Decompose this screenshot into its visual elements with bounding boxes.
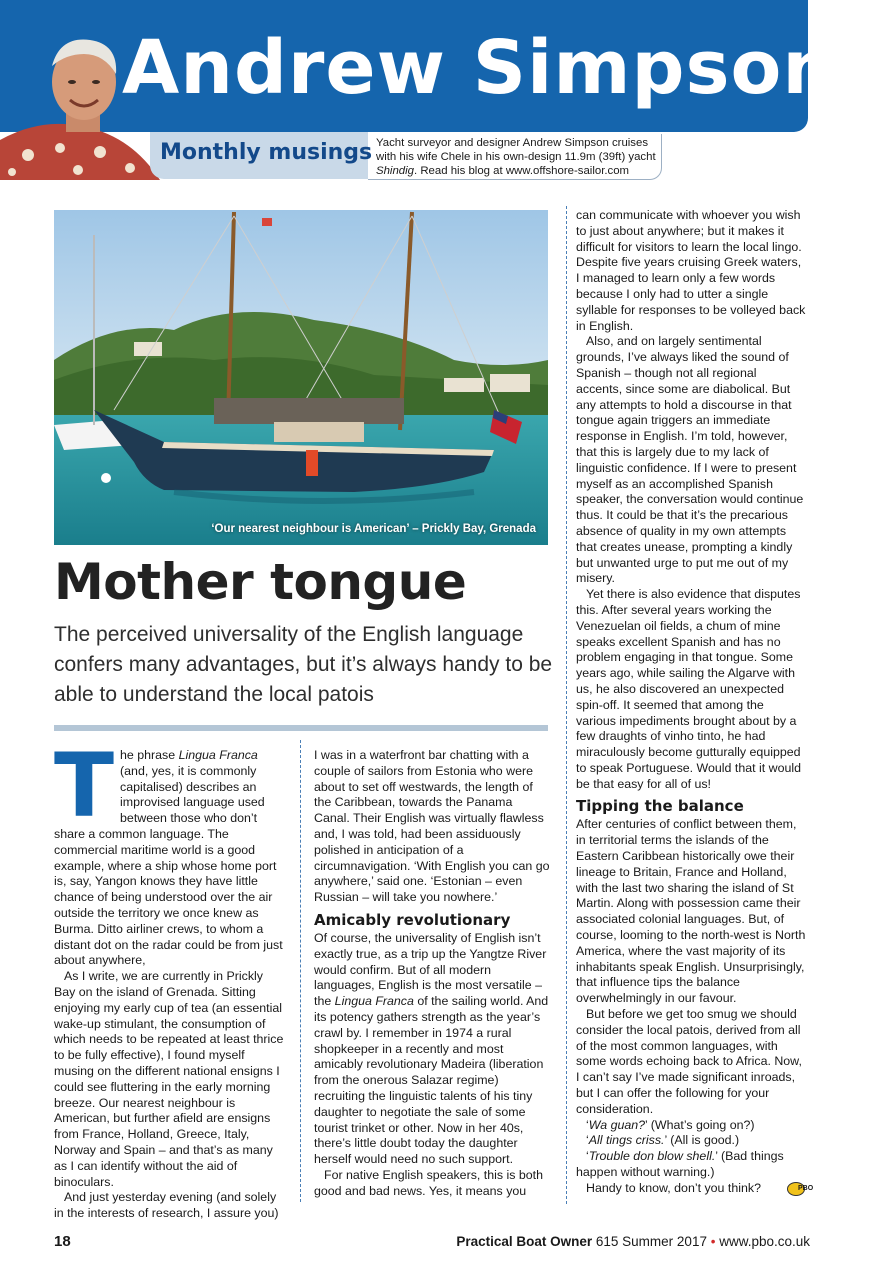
pbo-end-logo: PBO xyxy=(787,1182,805,1196)
paragraph: After centuries of conflict between them, in territorial terms the islands of the Eastern Caribbean historically owe their lineage to Britain, France and Holland, with the last two sharing the island of St Martin. Along with possession came their associated colonial languages. But, of course, looming to the north-west is North America, where the vast majority of its inhabitants speak English. Unsurprisingly, that influence tips the balance overwhelmingly in our favour. xyxy=(576,817,806,1006)
text-run: Of course, the universality of English isn’t exactly true, as a trip up the Yangtze River would confirm. But of all modern languages, English is the most versatile – the xyxy=(314,930,547,1009)
paragraph: I was in a waterfront bar chatting with a couple of sailors from Estonia who were about to set off westwards, the length of the Caribbean, towards the Panama Canal. Their English was virtually flawless and, I was told, had been assiduously polished in anticipation of a circumnavigation. ‘With English you can go anywhere,’ said one. ‘Estonian – even Russian – will take you nowhere.’ xyxy=(314,748,550,905)
website-url: www.pbo.co.uk xyxy=(715,1234,810,1249)
bullet-separator: • xyxy=(710,1234,716,1249)
subheading: Tipping the balance xyxy=(576,797,744,816)
column-divider-2 xyxy=(566,206,567,1204)
text-run: (Bad things happen without warning.) xyxy=(576,1149,784,1180)
paragraph: As I write, we are currently in Prickly Bay on the island of Grenada. Sitting enjoying my early cup of tea (an essential wake-up stimulant, the consumption of which needs to be repeated at least thrice to be fully effective), I found myself musing on the different national ensigns I could see fluttering in the early morning breeze. Our nearest neighbour is American, but further afield are ensigns from France, Holland, Greece, Italy, Norway and Spain – and that’s as many as I can identify without the aid of binoculars. xyxy=(54,969,284,1189)
article-column-2 xyxy=(314,748,550,1200)
italic-term: Wa guan? xyxy=(588,1117,646,1132)
italic-term: Lingua Franca xyxy=(334,994,414,1009)
text-run: of the sailing world. And its potency gathers strength as the year’s crawl by. I remember in 1974 a rural shopkeeper in a recently and most amicably revolutionary Madeira (liberation from the onerous Salazar regime) recruiting the linguistic talents of his tiny daughter to negotiate the sale of some tourist trinket or other. Now in her 40s, there’s little doubt today the daughter herself would need no such support. xyxy=(314,994,549,1167)
article-standfirst: The perceived universality of the English language confers many advantages, but it’s always handy to be able to understand the local patois xyxy=(54,623,553,706)
magazine-name: Practical Boat Owner xyxy=(456,1234,593,1249)
footer-credit xyxy=(456,1234,810,1249)
text-run: (What’s going on?) xyxy=(647,1117,755,1132)
article-headline: Mother tongue xyxy=(54,553,467,611)
paragraph xyxy=(576,1180,814,1197)
paragraph: Yet there is also evidence that disputes this. After several years working the Venezuelan oil fields, a chum of mine speaks excellent Spanish and has no problem engaging in that tongue. Some years ago, while sailing the Algarve with us, he also discovered an unexpected spin-off. It seemed that among the various impediments brought about by a few draughts of vinho tinto, he had miraculously become gutturally equipped to speak Portuguese. Would that it would be that easy for all of us! xyxy=(576,587,802,791)
section-divider xyxy=(54,725,548,731)
paragraph xyxy=(54,734,286,969)
subheading: Amicably revolutionary xyxy=(314,910,511,929)
page-number: 18 xyxy=(54,1233,71,1250)
yacht-photo-illustration xyxy=(54,210,548,545)
bio-line-1: Yacht surveyor and designer Andrew Simpson cruises xyxy=(376,137,649,149)
photo-caption: ‘Our nearest neighbour is American’ – Prickly Bay, Grenada xyxy=(211,523,536,535)
italic-term: Lingua Franca xyxy=(178,748,258,762)
text-run: (All is good.) xyxy=(666,1133,740,1148)
author-portrait xyxy=(0,30,160,180)
paragraph: can communicate with whoever you wish to just about anywhere; but it makes it difficult for visitors to learn the local lingo. Despite five years cruising Greek waters, I managed to learn only a few words because I only had to utter a single syllable for responses to be volleyed back in English. xyxy=(576,208,806,333)
paragraph: And just yesterday evening (and solely in the interests of research, I assure you) xyxy=(54,1190,279,1221)
bio-yacht-name: Shindig xyxy=(376,165,414,177)
patois-phrase: ‘All tings criss.’ (All is good.) xyxy=(586,1133,740,1148)
article-photo xyxy=(54,210,548,545)
issue-info: 615 Summer 2017 xyxy=(592,1234,711,1249)
article-column-1 xyxy=(54,734,286,1222)
paragraph: But before we get too smug we should consider the local patois, derived from all of the most common languages, with some words echoing back to Africa. Now, I can’t say I’ve made significant inroads, but I can offer the following for your consideration. xyxy=(576,1007,802,1116)
author-name: Andrew Simpson xyxy=(122,25,837,111)
italic-term: Trouble don blow shell. xyxy=(588,1149,716,1164)
section-label: Monthly musings xyxy=(160,140,373,165)
paragraph: Also, and on largely sentimental grounds, I’ve always liked the sound of Spanish – though not all regional accents, since some are diabolical. But any attempts to hold a discourse in that tongue again triggers an immediate response in English. I’m told, however, that this is largely due to my lack of linguistic confidence. If I were to present myself as an accomplished Spanish speaker, the conversation would continue thus. It could be that it’s the precarious absence of quality in my own attempts that creates unease, prompting a kindly but unwanted urge to put me out of my misery. xyxy=(576,334,804,586)
italic-term: All tings criss. xyxy=(588,1133,665,1148)
paragraph: For native English speakers, this is both good and bad news. Yes, it means you xyxy=(314,1167,544,1198)
text-run: he phrase xyxy=(120,748,179,762)
text-run: Handy to know, don’t you think? xyxy=(586,1180,761,1195)
text-run: (and, yes, it is commonly capitalised) describes an improvised language used between those who don’t share a common language. The commercial maritime world is a good example, where a ship whose home port is, say, Yangon knows they have little chance of being understood over the air outside the territory we once knew as Burma. Ditto airliner crews, to whom a distant dot on the radar could be from just about anywhere, xyxy=(54,763,283,968)
bio-line-3: . Read his blog at www.offshore-sailor.com xyxy=(414,165,630,177)
patois-phrase: ‘Wa guan?’ (What’s going on?) xyxy=(586,1117,755,1132)
author-bio xyxy=(368,134,662,180)
paragraph xyxy=(314,931,550,1168)
drop-cap: T xyxy=(54,734,115,837)
article-column-3 xyxy=(576,208,814,1197)
patois-phrase: ‘Trouble don blow shell.’ (Bad things happen without warning.) xyxy=(576,1149,784,1180)
bio-line-2: with his wife Chele in his own-design 11.9m (39ft) yacht xyxy=(376,151,656,163)
column-divider-1 xyxy=(300,740,301,1202)
